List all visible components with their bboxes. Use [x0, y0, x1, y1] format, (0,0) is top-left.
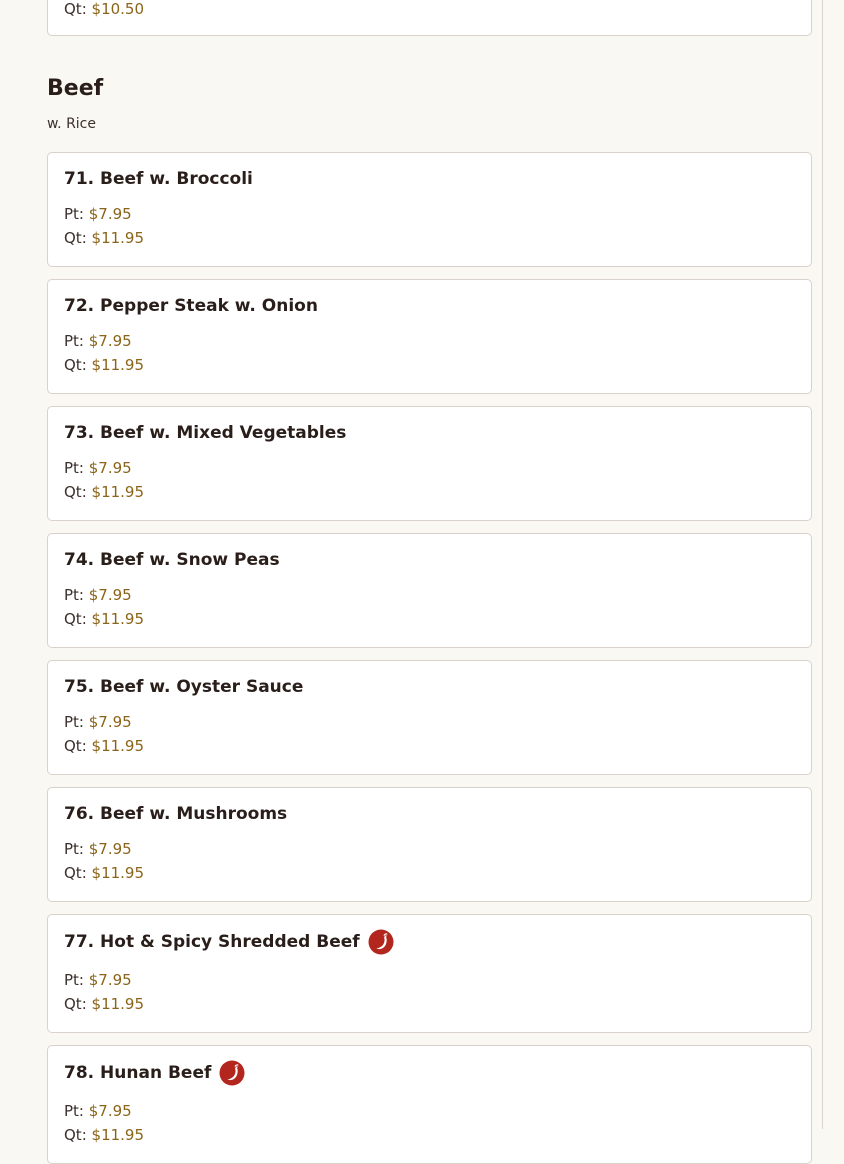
quart-price — [64, 355, 144, 375]
quart-label: Qt: — [64, 0, 87, 18]
menu-item-name — [64, 676, 303, 698]
quart-price — [64, 736, 144, 756]
quart-amount: $11.95 — [91, 737, 145, 755]
pint-amount: $7.95 — [88, 205, 132, 223]
pint-amount: $7.95 — [88, 586, 132, 604]
quart-price — [64, 609, 144, 629]
pint-amount: $7.95 — [88, 1102, 132, 1120]
menu-item-card[interactable] — [47, 152, 812, 267]
menu-item-card[interactable] — [47, 1045, 812, 1164]
pint-label: Pt: — [64, 840, 84, 858]
quart-amount: $11.95 — [91, 1126, 145, 1144]
menu-item-card[interactable] — [47, 914, 812, 1033]
quart-label: Qt: — [64, 356, 87, 374]
section-title: Beef — [47, 76, 104, 101]
quart-amount: $11.95 — [91, 610, 145, 628]
menu-item-name — [64, 1060, 245, 1086]
quart-label: Qt: — [64, 483, 87, 501]
quart-label: Qt: — [64, 1126, 87, 1144]
quart-amount: $11.95 — [91, 229, 145, 247]
section-description: w. Rice — [47, 116, 96, 132]
quart-amount: $11.95 — [91, 864, 145, 882]
menu-item-title: 73. Beef w. Mixed Vegetables — [64, 423, 347, 443]
quart-price — [64, 228, 144, 248]
menu-item-name — [64, 929, 394, 955]
menu-item-title: 75. Beef w. Oyster Sauce — [64, 677, 304, 697]
menu-item-card[interactable] — [47, 787, 812, 902]
menu-item-card[interactable] — [47, 279, 812, 394]
pint-price — [64, 585, 132, 605]
quart-amount: $11.95 — [91, 483, 145, 501]
pint-price — [64, 970, 132, 990]
quart-label: Qt: — [64, 737, 87, 755]
chili-pepper-icon — [368, 929, 394, 955]
menu-item-title: 76. Beef w. Mushrooms — [64, 804, 288, 824]
pint-price — [64, 204, 132, 224]
menu-item-name — [64, 549, 280, 571]
pint-label: Pt: — [64, 971, 84, 989]
menu-item-title: 77. Hot & Spicy Shredded Beef — [64, 932, 360, 952]
quart-label: Qt: — [64, 864, 87, 882]
quart-price — [64, 863, 144, 883]
chili-pepper-icon — [219, 1060, 245, 1086]
quart-amount: $10.50 — [91, 0, 145, 18]
menu-item-card[interactable] — [47, 660, 812, 775]
pint-label: Pt: — [64, 459, 84, 477]
menu-item-name — [64, 803, 287, 825]
quart-price — [64, 1125, 144, 1145]
quart-price — [64, 482, 144, 502]
pint-label: Pt: — [64, 713, 84, 731]
quart-label: Qt: — [64, 610, 87, 628]
quart-label: Qt: — [64, 995, 87, 1013]
pint-label: Pt: — [64, 205, 84, 223]
menu-item-name — [64, 168, 253, 190]
pint-price — [64, 1101, 132, 1121]
pint-amount: $7.95 — [88, 971, 132, 989]
quart-label: Qt: — [64, 229, 87, 247]
menu-item-title: 72. Pepper Steak w. Onion — [64, 296, 318, 316]
pint-amount: $7.95 — [88, 459, 132, 477]
quart-amount: $11.95 — [91, 356, 145, 374]
menu-item-card-previous[interactable] — [47, 0, 812, 36]
pint-price — [64, 331, 132, 351]
pint-amount: $7.95 — [88, 713, 132, 731]
menu-item-title: 71. Beef w. Broccoli — [64, 169, 253, 189]
menu-item-name — [64, 295, 318, 317]
menu-item-title: 74. Beef w. Snow Peas — [64, 550, 280, 570]
menu-item-card[interactable] — [47, 533, 812, 648]
menu-item-name — [64, 422, 346, 444]
pint-price — [64, 458, 132, 478]
quart-amount: $11.95 — [91, 995, 145, 1013]
page-divider — [822, 0, 823, 1129]
pint-price — [64, 712, 132, 732]
quart-price — [64, 994, 144, 1014]
pint-label: Pt: — [64, 332, 84, 350]
menu-item-card[interactable] — [47, 406, 812, 521]
quart-price — [64, 0, 144, 19]
menu-item-title: 78. Hunan Beef — [64, 1063, 212, 1083]
pint-label: Pt: — [64, 1102, 84, 1120]
pint-label: Pt: — [64, 586, 84, 604]
pint-amount: $7.95 — [88, 840, 132, 858]
pint-amount: $7.95 — [88, 332, 132, 350]
pint-price — [64, 839, 132, 859]
